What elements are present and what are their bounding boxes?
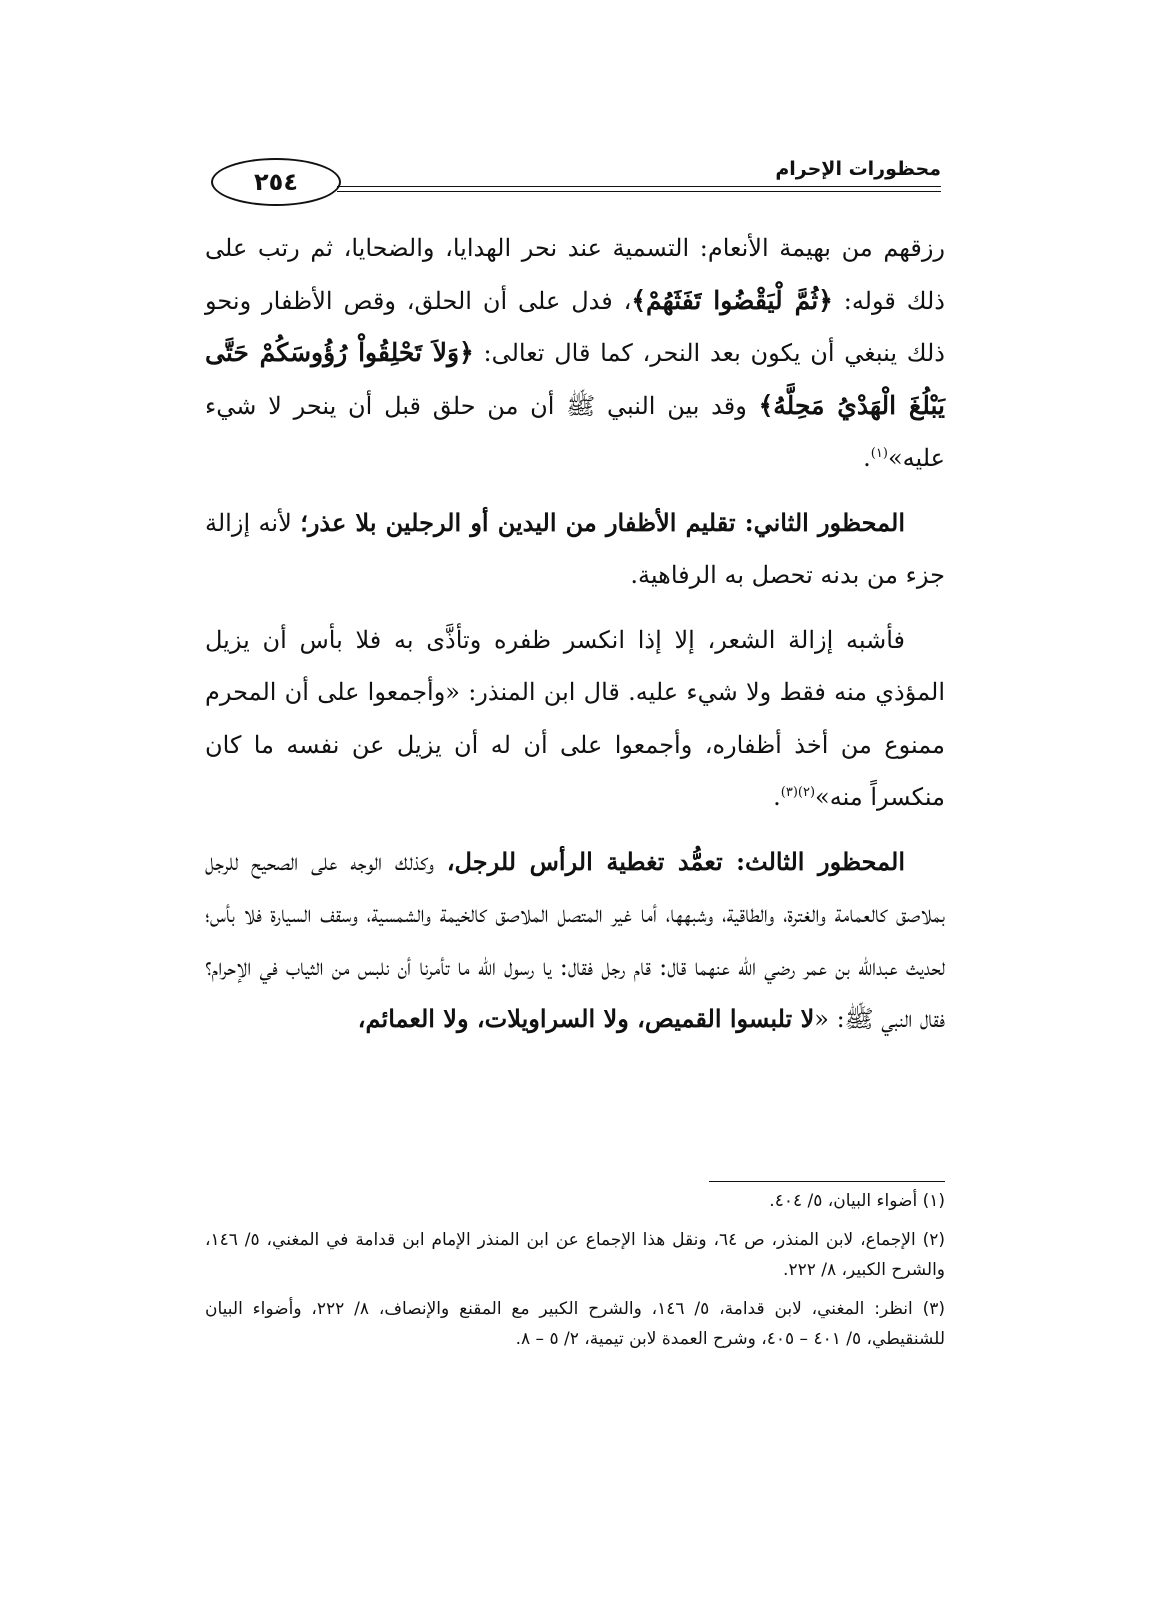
- footnote-ref-2-3[interactable]: (٢)(٣): [780, 785, 816, 800]
- body-text: [205, 222, 945, 1046]
- p3-text: فأشبه إزالة الشعر، إلا إذا انكسر ظفره وتأذَّى به فلا بأس أن يزيل المؤذي منه فقط ولا شيء عليه. قال ابن المنذر: «وأجمعوا على أن المحرم ممنوع من أخذ أظفاره، وأجمعوا على أن له أن يزيل عن نفسه ما كان منكسراً منه»: [205, 625, 945, 811]
- footnote-ref-1[interactable]: (١): [870, 446, 888, 461]
- p1-text-c: وقد بين النبي ﷺ أن من حلق قبل أن ينحر لا شيء عليه»: [205, 391, 945, 472]
- footnote-3: (٣) انظر: المغني، لابن قدامة، ٥/ ١٤٦، والشرح الكبير مع المقنع والإنصاف، ٨/ ٢٢٢، وأضواء البيان للشنقيطي، ٥/ ٤٠١ – ٤٠٥، وشرح العمدة لابن تيمية، ٢/ ٥ – ٨.: [205, 1299, 945, 1349]
- paragraph-4: [205, 836, 945, 1046]
- p3-end: .: [773, 783, 781, 811]
- paragraph-1: [205, 222, 945, 485]
- header-rule: [337, 186, 941, 187]
- footnote-separator: [709, 1181, 945, 1182]
- footnote-2: (٢) الإجماع، لابن المنذر، ص ٦٤، ونقل هذا الإجماع عن ابن المنذر الإمام ابن قدامة في المغني، ٥/ ١٤٦، والشرح الكبير، ٨/ ٢٢٢.: [205, 1230, 945, 1280]
- quran-verse-1: ﴿ثُمَّ لْيَقْضُوا تَفَثَهُمْ﴾: [631, 285, 833, 315]
- page-number: ٢٥٤: [211, 158, 341, 206]
- paragraph-3: [205, 614, 945, 824]
- paragraph-2: [205, 497, 945, 602]
- quran-verse-2: ﴿وَلاَ تَحْلِقُواْ رُؤُوسَكُمْ حَتَّى يَبْلُغَ الْهَدْيُ مَحِلَّهُ﴾: [205, 338, 946, 420]
- p1-text-a: رزقهم من بهيمة الأنعام: التسمية عند نحر الهدايا، والضحايا، ثم رتب على ذلك قوله:: [205, 234, 946, 315]
- p1-text-b: ، فدل على أن الحلق، وقص الأظفار ونحو ذلك ينبغي أن يكون بعد النحر، كما قال تعالى:: [205, 286, 945, 367]
- p1-end: .: [863, 444, 871, 472]
- p4-text: وكذلك الوجه على الصحيح للرجل بملاصق كالعمامة والغترة، والطاقية، وشبهها، أما غير المتصل الملاصق كالخيمة والشمسية، وسقف السيارة فلا بأس؛ لحديث عبدالله بن عمر رضي الله عنهما قال: قام رجل فقال: يا رسول الله ما تأمرنا أن نلبس من الثياب في الإحرام؟ فقال النبي ﷺ: «: [205, 847, 945, 1033]
- header-rule: [337, 191, 941, 192]
- page-header: [0, 150, 1150, 210]
- running-title: محظورات الإحرام: [775, 158, 941, 180]
- footnotes: [205, 1186, 945, 1363]
- hadith-quote-bold: لا تلبسوا القميص، ولا السراويلات، ولا العمائم،: [357, 1004, 815, 1033]
- footnote-1: (١) أضواء البيان، ٥/ ٤٠٤.: [769, 1191, 945, 1211]
- heading-second-prohibition: المحظور الثاني: تقليم الأظفار من اليدين أو الرجلين بلا عذر؛: [300, 507, 905, 537]
- heading-third-prohibition: المحظور الثالث: تعمُّد تغطية الرأس للرجل،: [446, 846, 905, 876]
- p2-text: لأنه إزالة جزء من بدنه تحصل به الرفاهية.: [205, 508, 945, 589]
